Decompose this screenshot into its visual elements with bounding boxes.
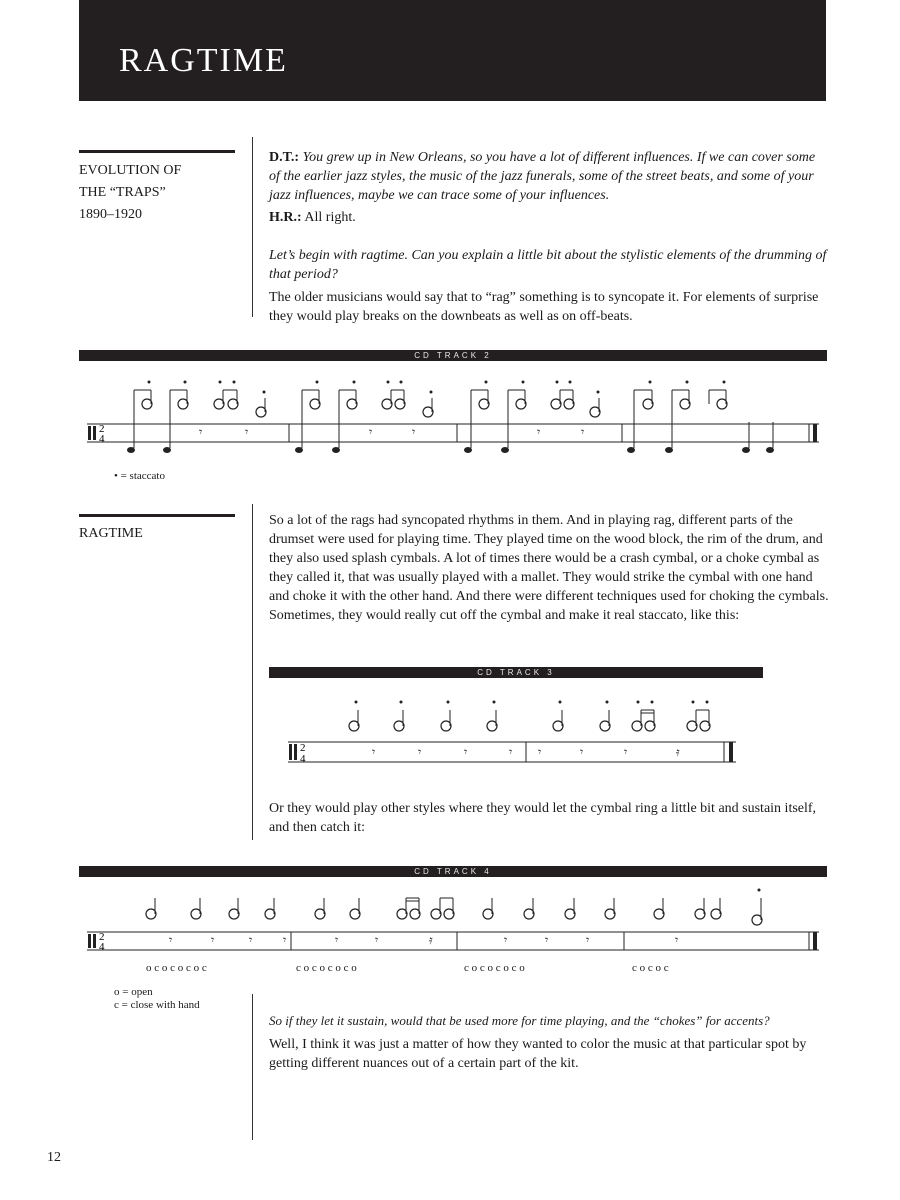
- cd-track-4-bar: [79, 866, 827, 877]
- svg-text:𝄾: 𝄾: [464, 745, 468, 759]
- oc-group: c o c o c o c o: [464, 962, 525, 974]
- svg-text:𝄿: 𝄿: [429, 933, 433, 947]
- svg-text:𝄾: 𝄾: [169, 933, 173, 947]
- svg-text:𝄾: 𝄾: [538, 745, 542, 759]
- interview-block-1: [269, 148, 829, 326]
- oc-group: c o c o c o c o: [296, 962, 357, 974]
- interview-block-3: [269, 1011, 839, 1073]
- svg-text:2: 2: [99, 423, 105, 435]
- question-1: [269, 148, 829, 205]
- answer-text: All right.: [304, 210, 356, 225]
- speaker-label: D.T.:: [269, 150, 300, 165]
- side-label-ragtime: RAGTIME: [79, 526, 143, 541]
- svg-text:𝄾: 𝄾: [211, 933, 215, 947]
- svg-text:𝄾: 𝄾: [624, 745, 628, 759]
- cd-track-2-label: CD TRACK 2: [414, 351, 492, 360]
- open-close-legend: [114, 986, 200, 1012]
- svg-text:𝄾: 𝄾: [199, 425, 203, 439]
- svg-text:𝄾: 𝄾: [372, 745, 376, 759]
- svg-text:𝄾: 𝄾: [412, 425, 416, 439]
- svg-text:𝄾: 𝄾: [675, 933, 679, 947]
- speaker-label: H.R.:: [269, 210, 302, 225]
- oc-group: c o c o c: [632, 962, 669, 974]
- page-number: 12: [47, 1150, 61, 1165]
- vertical-rule: [252, 504, 253, 840]
- svg-text:𝄾: 𝄾: [545, 933, 549, 947]
- svg-text:4: 4: [99, 941, 105, 953]
- svg-text:𝄾: 𝄾: [537, 425, 541, 439]
- svg-text:𝄾: 𝄾: [509, 745, 513, 759]
- svg-text:𝄾: 𝄾: [580, 745, 584, 759]
- svg-text:2: 2: [99, 931, 105, 943]
- cd-track-2-bar: [79, 350, 827, 361]
- svg-text:2: 2: [300, 742, 306, 754]
- oc-group: o c o c o c o c: [146, 962, 207, 974]
- legend-open: o = open: [114, 986, 153, 998]
- side-label-line: EVOLUTION OF: [79, 163, 182, 178]
- svg-text:𝄾: 𝄾: [283, 933, 287, 947]
- page-title: RAGTIME: [119, 42, 288, 79]
- svg-text:𝄾: 𝄾: [586, 933, 590, 947]
- vertical-rule: [252, 137, 253, 317]
- svg-text:𝄾: 𝄾: [418, 745, 422, 759]
- notation-track-4: [79, 884, 829, 956]
- svg-text:4: 4: [300, 753, 306, 765]
- side-label-line: THE “TRAPS”: [79, 185, 166, 200]
- notation-track-2: [79, 370, 829, 462]
- svg-text:𝄾: 𝄾: [335, 933, 339, 947]
- ragtime-paragraph-1: So a lot of the rags had syncopated rhythms in them. And in playing rag, different parts of the drumset were used for playing time. They played time on the wood block, the rim of the drum, and they also used splash cymbals. A lot of times there would be a crash cymbal, or a choke cymbal as they called it, that was usually played with a mallet. They would strike the cymbal with one hand and choke it with the other hand. And there were different techniques used for choking the cymbals. Sometimes, they would really cut off the cymbal and make it real staccato, like this:: [269, 513, 829, 623]
- vertical-rule: [252, 994, 253, 1140]
- answer-1: [269, 208, 829, 227]
- legend-close: c = close with hand: [114, 999, 200, 1011]
- staccato-legend: • = staccato: [114, 470, 165, 482]
- svg-text:𝄾: 𝄾: [504, 933, 508, 947]
- svg-text:4: 4: [99, 433, 105, 445]
- title-banner: [79, 0, 826, 101]
- side-label-evolution: [79, 160, 181, 226]
- svg-text:𝄾: 𝄾: [581, 425, 585, 439]
- answer-2: The older musicians would say that to “rag” something is to syncopate it. For elements of surprise they would play breaks on the downbeats as well as on off-beats.: [269, 290, 819, 324]
- ragtime-paragraph-2: Or they would play other styles where they would let the cymbal ring a little bit and sustain itself, and then catch it:: [269, 801, 817, 835]
- side-rule: [79, 150, 235, 153]
- svg-text:𝄾: 𝄾: [375, 933, 379, 947]
- svg-text:𝄿: 𝄿: [676, 745, 680, 759]
- svg-text:𝄾: 𝄾: [249, 933, 253, 947]
- notation-track-3: [284, 690, 744, 780]
- answer-3: Well, I think it was just a matter of how they wanted to color the music at that particular spot by getting different nuances out of a certain part of the kit.: [269, 1037, 807, 1071]
- svg-text:𝄾: 𝄾: [245, 425, 249, 439]
- svg-text:𝄾: 𝄾: [369, 425, 373, 439]
- side-label-line: 1890–1920: [79, 207, 142, 222]
- question-3: So if they let it sustain, would that be used more for time playing, and the “chokes” for accents?: [269, 1013, 770, 1028]
- cd-track-3-label: CD TRACK 3: [477, 668, 555, 677]
- question-2: Let’s begin with ragtime. Can you explain a little bit about the stylistic elements of the drumming of that period?: [269, 248, 827, 282]
- cd-track-3-bar: [269, 667, 763, 678]
- cd-track-4-label: CD TRACK 4: [414, 867, 492, 876]
- question-text: You grew up in New Orleans, so you have a lot of different influences. If we can cover some of the earlier jazz styles, the music of the jazz funerals, some of the street beats, and some of your jazz influences, maybe we can trace some of your influences.: [269, 150, 816, 203]
- open-close-markings: [146, 962, 669, 974]
- side-rule: [79, 514, 235, 517]
